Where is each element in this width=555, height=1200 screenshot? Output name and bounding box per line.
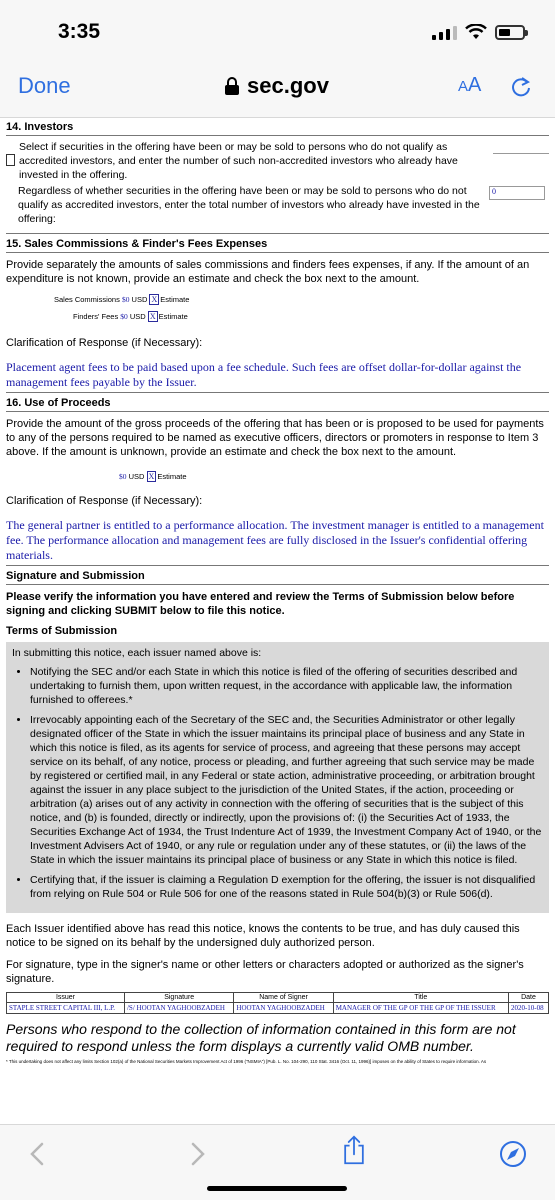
terms-heading: Terms of Submission: [6, 625, 118, 637]
section-14-heading: 14. Investors: [6, 118, 549, 136]
status-icons: [432, 24, 525, 40]
cellular-signal-icon: [432, 24, 457, 40]
sales-estimate-checkbox[interactable]: X: [151, 295, 158, 304]
sales-currency: $: [121, 295, 126, 304]
col-signature: Signature: [124, 993, 233, 1003]
signer-name-cell[interactable]: HOOTAN YAGHOOBZADEH: [234, 1003, 333, 1014]
investors-q2-row: [6, 184, 549, 226]
proceeds-intro: Provide the amount of the gross proceeds of the offering that has been or is proposed to be used for payments to any of the persons required to be named as executive officers, directors or promoters in response to Item 3 above. If the amount is unknown, provide an estimate and check the box next to the amount.: [6, 418, 544, 458]
signature-table-header: [7, 993, 549, 1003]
terms-box: [6, 642, 549, 913]
finders-usd: USD: [129, 312, 146, 321]
sales-commissions-row: [6, 294, 549, 305]
each-issuer-text: Each Issuer identified above has read this notice, knows the contents to be true, and has duly caused this notice to be signed on its behalf by the undersigned duly authorized person.: [6, 923, 520, 949]
signature-cell[interactable]: /S/ HOOTAN YAGHOOBZADEH: [124, 1003, 233, 1014]
title-cell[interactable]: MANAGER OF THE GP OF THE GP OF THE ISSUER: [333, 1003, 508, 1014]
terms-bullet-3: • Certifying that, if the issuer is claiming a Regulation D exemption for the offering, the issuer is not disqualified from relying on Rule 504 or Rule 506 for one of the reasons stated in Rule 504(b)(3) or Rule 506(d).: [30, 873, 543, 901]
forward-icon[interactable]: [183, 1139, 211, 1169]
finders-fees-label: Finders' Fees: [73, 312, 119, 321]
s15-clarification-label: Clarification of Response (if Necessary):: [6, 337, 203, 349]
s16-clarification-label: Clarification of Response (if Necessary):: [6, 495, 203, 507]
browser-nav-bar: [0, 62, 555, 118]
finders-estimate-checkbox[interactable]: X: [149, 312, 156, 321]
text-size-button[interactable]: [458, 74, 481, 97]
terms-intro: In submitting this notice, each issuer named above is:: [12, 647, 262, 659]
proceeds-estimate-checkbox[interactable]: X: [148, 472, 155, 481]
s16-clarification-text: The general partner is entitled to a performance allocation. The investment manager is entitled to a management fee. The performance allocation and management fees are fully disclosed in the Issuer's confidential offering materials.: [6, 518, 544, 562]
issuer-cell[interactable]: STAPLE STREET CAPITAL III, L.P.: [7, 1003, 125, 1014]
investors-q1-row: [6, 140, 549, 182]
proceeds-amount-row: [6, 471, 549, 482]
aa-small: A: [458, 78, 469, 95]
total-investors-field[interactable]: 0: [489, 186, 545, 200]
investors-q2-text: Regardless of whether securities in the offering have been or may be sold to persons who do not qualify as accredited investors, enter the total number of investors who already have invested in the offering:: [18, 185, 480, 225]
s15-clarification-text: Placement agent fees to be paid based upon a fee schedule. Such fees are offset dollar-for-dollar against the management fees payable by the Issuer.: [6, 360, 522, 389]
battery-icon: [495, 25, 525, 40]
proceeds-estimate-label: Estimate: [157, 472, 187, 481]
back-icon[interactable]: [24, 1139, 52, 1169]
aa-large: A: [468, 74, 482, 96]
table-row: [7, 1003, 549, 1014]
url-display[interactable]: [225, 73, 329, 99]
date-cell[interactable]: 2020-10-08: [508, 1003, 548, 1014]
non-accredited-count-field[interactable]: [493, 140, 549, 154]
section-16-heading: 16. Use of Proceeds: [6, 392, 549, 412]
proceeds-usd: USD: [128, 472, 145, 481]
section-15-heading: 15. Sales Commissions & Finder's Fees Expenses: [6, 233, 549, 253]
col-name-of-signer: Name of Signer: [234, 993, 333, 1003]
status-time: 3:35: [58, 20, 101, 43]
non-accredited-checkbox[interactable]: [6, 154, 15, 166]
sales-amount[interactable]: 0: [125, 295, 130, 304]
done-button[interactable]: Done: [18, 73, 71, 98]
share-icon[interactable]: [340, 1135, 368, 1165]
compass-icon[interactable]: [498, 1139, 528, 1169]
for-signature-text: For signature, type in the signer's name or other letters or characters adopted or authorized as the signer's signature.: [6, 959, 524, 985]
omb-notice: Persons who respond to the collection of information contained in this form are not required to respond unless the form displays a currently valid OMB number.: [6, 1021, 516, 1054]
sales-usd: USD: [131, 295, 148, 304]
signature-heading: Signature and Submission: [6, 565, 549, 585]
signature-table: [6, 992, 549, 1014]
reload-icon[interactable]: [510, 76, 532, 98]
sales-commissions-label: Sales Commissions: [54, 295, 120, 304]
page-content: [0, 118, 555, 1124]
investors-q1-text: Select if securities in the offering have been or may be sold to persons who do not qualify as accredited investors, and enter the number of such non-accredited investors who already have invested in the offering.: [18, 141, 458, 181]
terms-bullet-2: • Irrevocably appointing each of the Secretary of the SEC and, the Securities Administrator or other legally designated officer of the State in which the issuer maintains its principal place of business and any State in which this notice is filed, as its agents for service of process, and agreeing that these persons may accept service on its behalf, of any notice, process or pleading, and further agreeing that such service may be made by registered or certified mail, in any Federal or state action, administrative proceeding, or arbitration brought against the issuer in any place subject to the jurisdiction of the United States, if the action, proceeding or arbitration (a) arises out of any activity in connection with the offering of securities that is the subject of this notice, and (b) is founded, directly or indirectly, upon the provisions of: (i) the Securities Act of 1933, the Securities Exchange Act of 1934, the Trust Indenture Act of 1939, the Investment Company Act of 1940, or the Investment Advisers Act of 1940, or any rule or regulation under any of these statutes, or (ii) the laws of the State in which the issuer maintains its principal place of business or any State in which this notice is filed.: [30, 713, 543, 867]
proceeds-currency: $: [119, 472, 123, 481]
finders-currency: $: [120, 312, 125, 321]
finders-fees-row: [6, 311, 549, 322]
status-bar: [0, 0, 555, 62]
proceeds-amount[interactable]: 0: [122, 472, 127, 481]
home-indicator: [207, 1186, 347, 1191]
finders-estimate-label: Estimate: [158, 312, 188, 321]
finders-amount[interactable]: 0: [124, 312, 128, 321]
lock-icon: [225, 77, 239, 95]
terms-bullet-1: • Notifying the SEC and/or each State in which this notice is filed of the offering of securities described and undertaking to furnish them, upon written request, in the accordance with applicable law, the information furnished to offerees.*: [30, 665, 543, 707]
sales-intro: Provide separately the amounts of sales commissions and finders fees expenses, if any. If the amount of an expenditure is not known, provide an estimate and check the box next to the amount.: [6, 259, 530, 285]
sales-estimate-label: Estimate: [160, 295, 190, 304]
footnote: * This undertaking does not affect any limits Section 102(a) of the National Securities Markets Improvement Act of 1996 ("NSMIA") [Pub. L. No. 104-290, 110 Stat. 3416 (Oct. 11, 1996)] imposes on the ability of States to require information. As: [6, 1059, 487, 1064]
col-date: Date: [508, 993, 548, 1003]
url-text: sec.gov: [247, 73, 329, 98]
terms-list: [30, 665, 543, 901]
col-title: Title: [333, 993, 508, 1003]
col-issuer: Issuer: [7, 993, 125, 1003]
wifi-icon: [465, 24, 487, 40]
verify-text: Please verify the information you have entered and review the Terms of Submission below before signing and clicking SUBMIT below to file this notice.: [6, 591, 515, 617]
